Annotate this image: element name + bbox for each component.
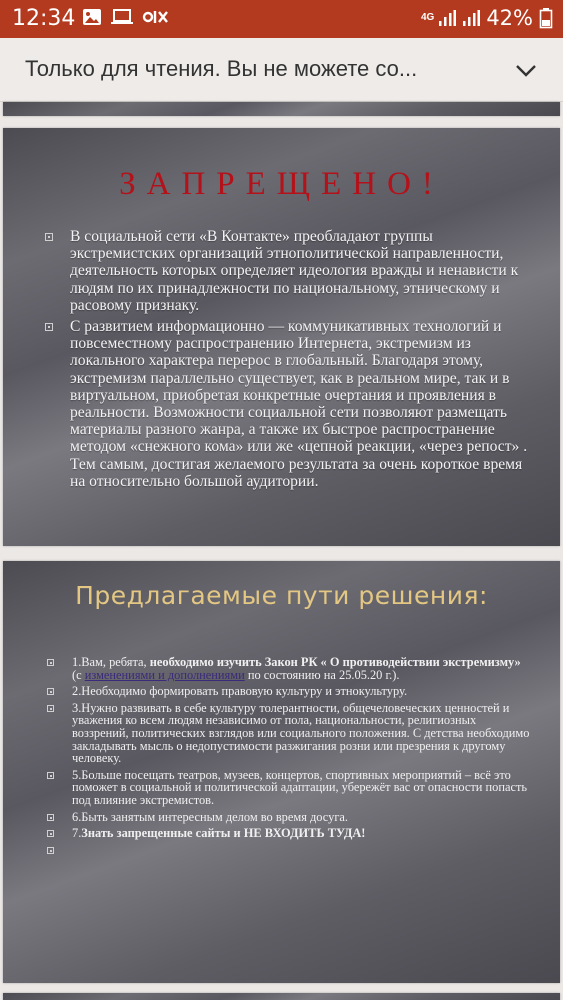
bullet-icon [47, 847, 54, 854]
slide-title: Предлагаемые пути решения: [75, 581, 488, 610]
chevron-down-icon[interactable] [513, 60, 539, 80]
list-item: 3.Нужно развивать в себе культуру толерантности, общечеловеческих ценностей и уважения ко всем людям независимо от пола, национальности, религиозных воззрений, политических взглядов или социального положения. С детства необходимо закладывать мысль о недопустимости разжигания розни или презрения к другому человеку. [47, 702, 532, 765]
bullet-icon [45, 323, 53, 331]
bullet-icon [47, 705, 54, 712]
bullet-list [45, 228, 530, 494]
image-icon [82, 8, 102, 26]
bullet-icon [45, 233, 53, 241]
bullet-icon [47, 830, 54, 837]
battery-icon [539, 7, 553, 29]
clock: 12:34 [12, 6, 76, 31]
laptop-icon [110, 8, 134, 26]
olx-icon [142, 9, 170, 25]
signal-icon [462, 9, 480, 27]
battery-percent: 42% [486, 6, 533, 30]
list-item: С развитием информационно — коммуникативных технологий и повсеместному распространению Интернета, экстремизм из локального характера перерос в глобальный. Благодаря этому, экстремизм параллельно существует, как в реальном мире, так и в виртуальном, приобретая конкретные очертания и проявления в реальности. Возможности социальной сети позволяют размещать материалы разного жанра, а также их быстрое распространение методом «снежного кома» или же «цепной реакции, «через репост» . Тем самым, достигая желаемого результата за очень короткое время на относительно большой аудитории. [45, 318, 530, 490]
read-only-notice[interactable]: Только для чтения. Вы не можете со... [25, 56, 418, 81]
bullet-icon [47, 772, 54, 779]
slide-next [3, 993, 560, 1000]
slide-forbidden [3, 128, 560, 546]
bullet-icon [47, 688, 54, 695]
list-item: 1.Вам, ребята, необходимо изучить Закон РК « О противодействии экстремизму» (с изменениями и дополнениями по состоянию на 25.05.20 г.). [47, 656, 532, 681]
slide-previous [3, 102, 560, 116]
signal-icon [438, 9, 456, 27]
bullet-icon [47, 814, 54, 821]
list-item: 6.Быть занятым интересным делом во время досуга. [47, 811, 532, 824]
status-bar [0, 0, 563, 38]
slide-solutions [3, 561, 560, 983]
law-amendments-link[interactable]: изменениями и дополнениями [84, 667, 245, 682]
list-item: 5.Больше посещать театров, музеев, концертов, спортивных мероприятий – всё это поможет в социальной и политической адаптации, убережёт вас от опасности попасть под влияние экстремистов. [47, 769, 532, 807]
bullet-icon [47, 659, 54, 666]
list-item: В социальной сети «В Контакте» преобладают группы экстремистских организаций этнополитической направленности, деятельность которых определяет идеология вражды и ненависти к людям по их принадлежности по национальному, этническому и расовому признаку. [45, 228, 530, 314]
list-item: 7.Знать запрещенные сайты и НЕ ВХОДИТЬ ТУДА! [47, 827, 532, 840]
list-item: 2.Необходимо формировать правовую культуру и этнокультуру. [47, 685, 532, 698]
app-toolbar [0, 38, 563, 102]
bullet-list [47, 656, 532, 844]
slide-title: ЗАПРЕЩЕНО! [119, 166, 444, 202]
network-type: 4G [420, 12, 435, 23]
